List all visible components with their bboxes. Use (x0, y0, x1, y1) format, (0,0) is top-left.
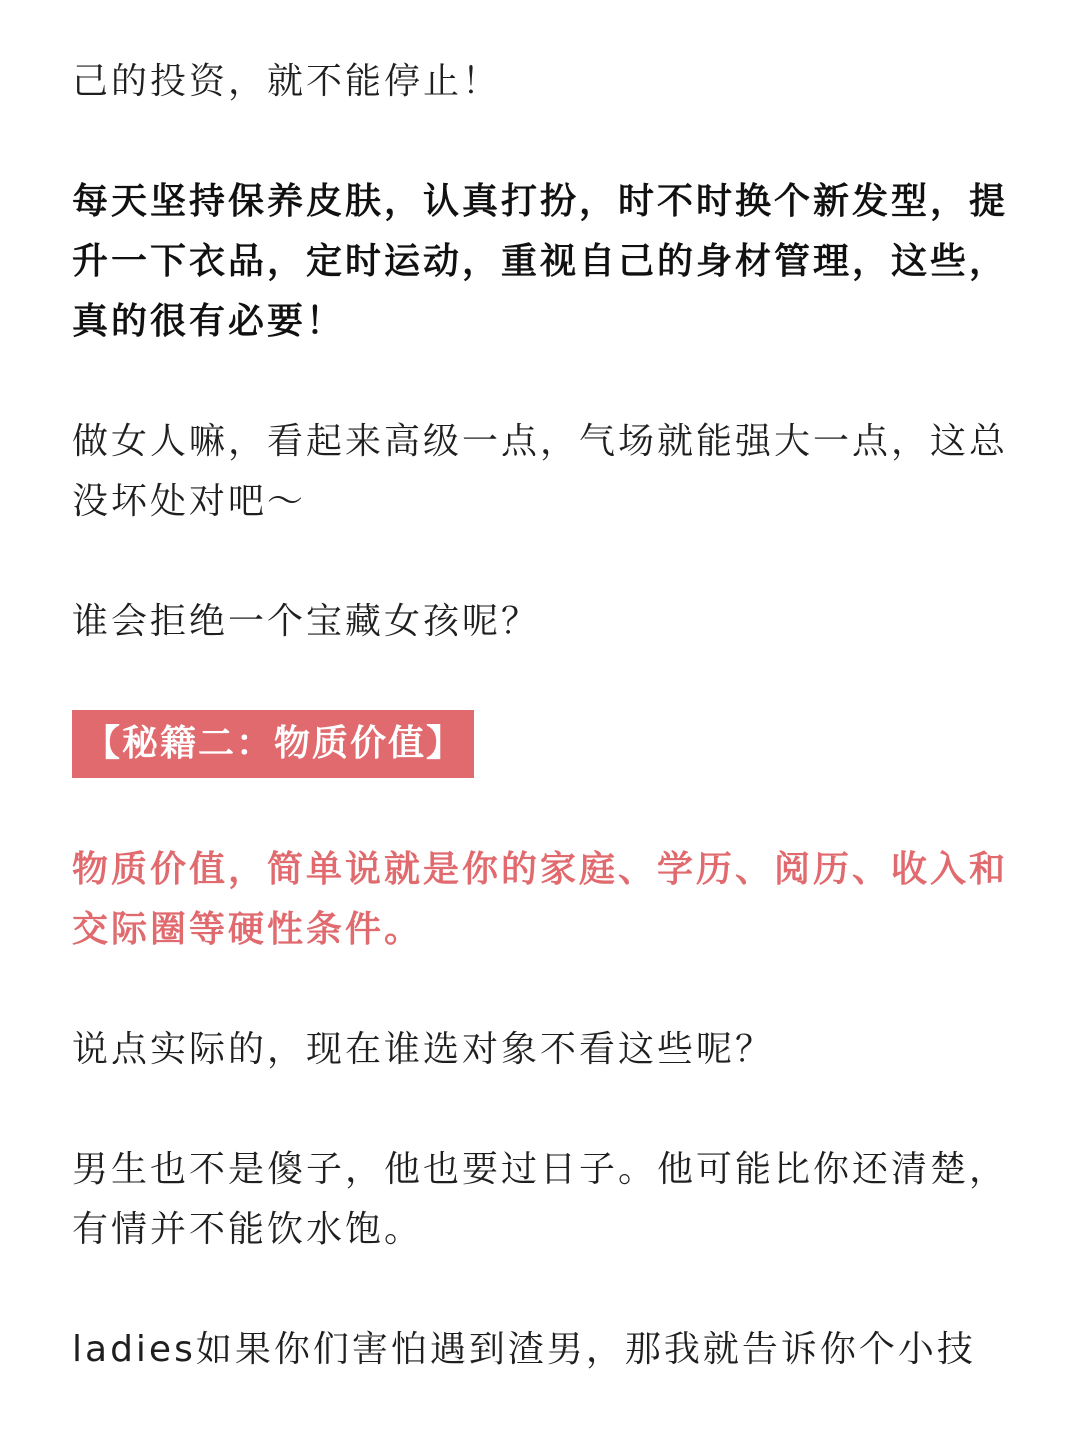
section-heading: 【秘籍二：物质价值】 (72, 710, 474, 778)
paragraph-practical: 说点实际的，现在谁选对象不看这些呢？ (72, 1029, 775, 1070)
spacer (72, 352, 1020, 412)
paragraph-ladies: ladies如果你们害怕遇到渣男，那我就告诉你个小技 (72, 1329, 976, 1370)
paragraph-treasure-girl: 谁会拒绝一个宝藏女孩呢？ (72, 601, 541, 642)
spacer (72, 532, 1020, 592)
spacer (72, 778, 1020, 840)
paragraph-skincare: 每天坚持保养皮肤，认真打扮，时不时换个新发型，提升一下衣品，定时运动，重视自己的身材管理，这些，真的很有必要！ (72, 181, 1009, 342)
spacer (72, 112, 1020, 172)
spacer (72, 960, 1020, 1020)
paragraph-boys: 男生也不是傻子，他也要过日子。他可能比你还清楚，有情并不能饮水饱。 (72, 1149, 1009, 1250)
paragraph-investment: 己的投资，就不能停止！ (72, 61, 502, 102)
spacer (72, 1260, 1020, 1320)
section-heading-wrap (72, 712, 1020, 778)
paragraph-aura: 做女人嘛，看起来高级一点，气场就能强大一点，这总没坏处对吧～ (72, 421, 1009, 522)
spacer (72, 1080, 1020, 1140)
paragraph-material-value: 物质价值，简单说就是你的家庭、学历、阅历、收入和交际圈等硬性条件。 (72, 849, 1009, 950)
spacer (72, 652, 1020, 712)
